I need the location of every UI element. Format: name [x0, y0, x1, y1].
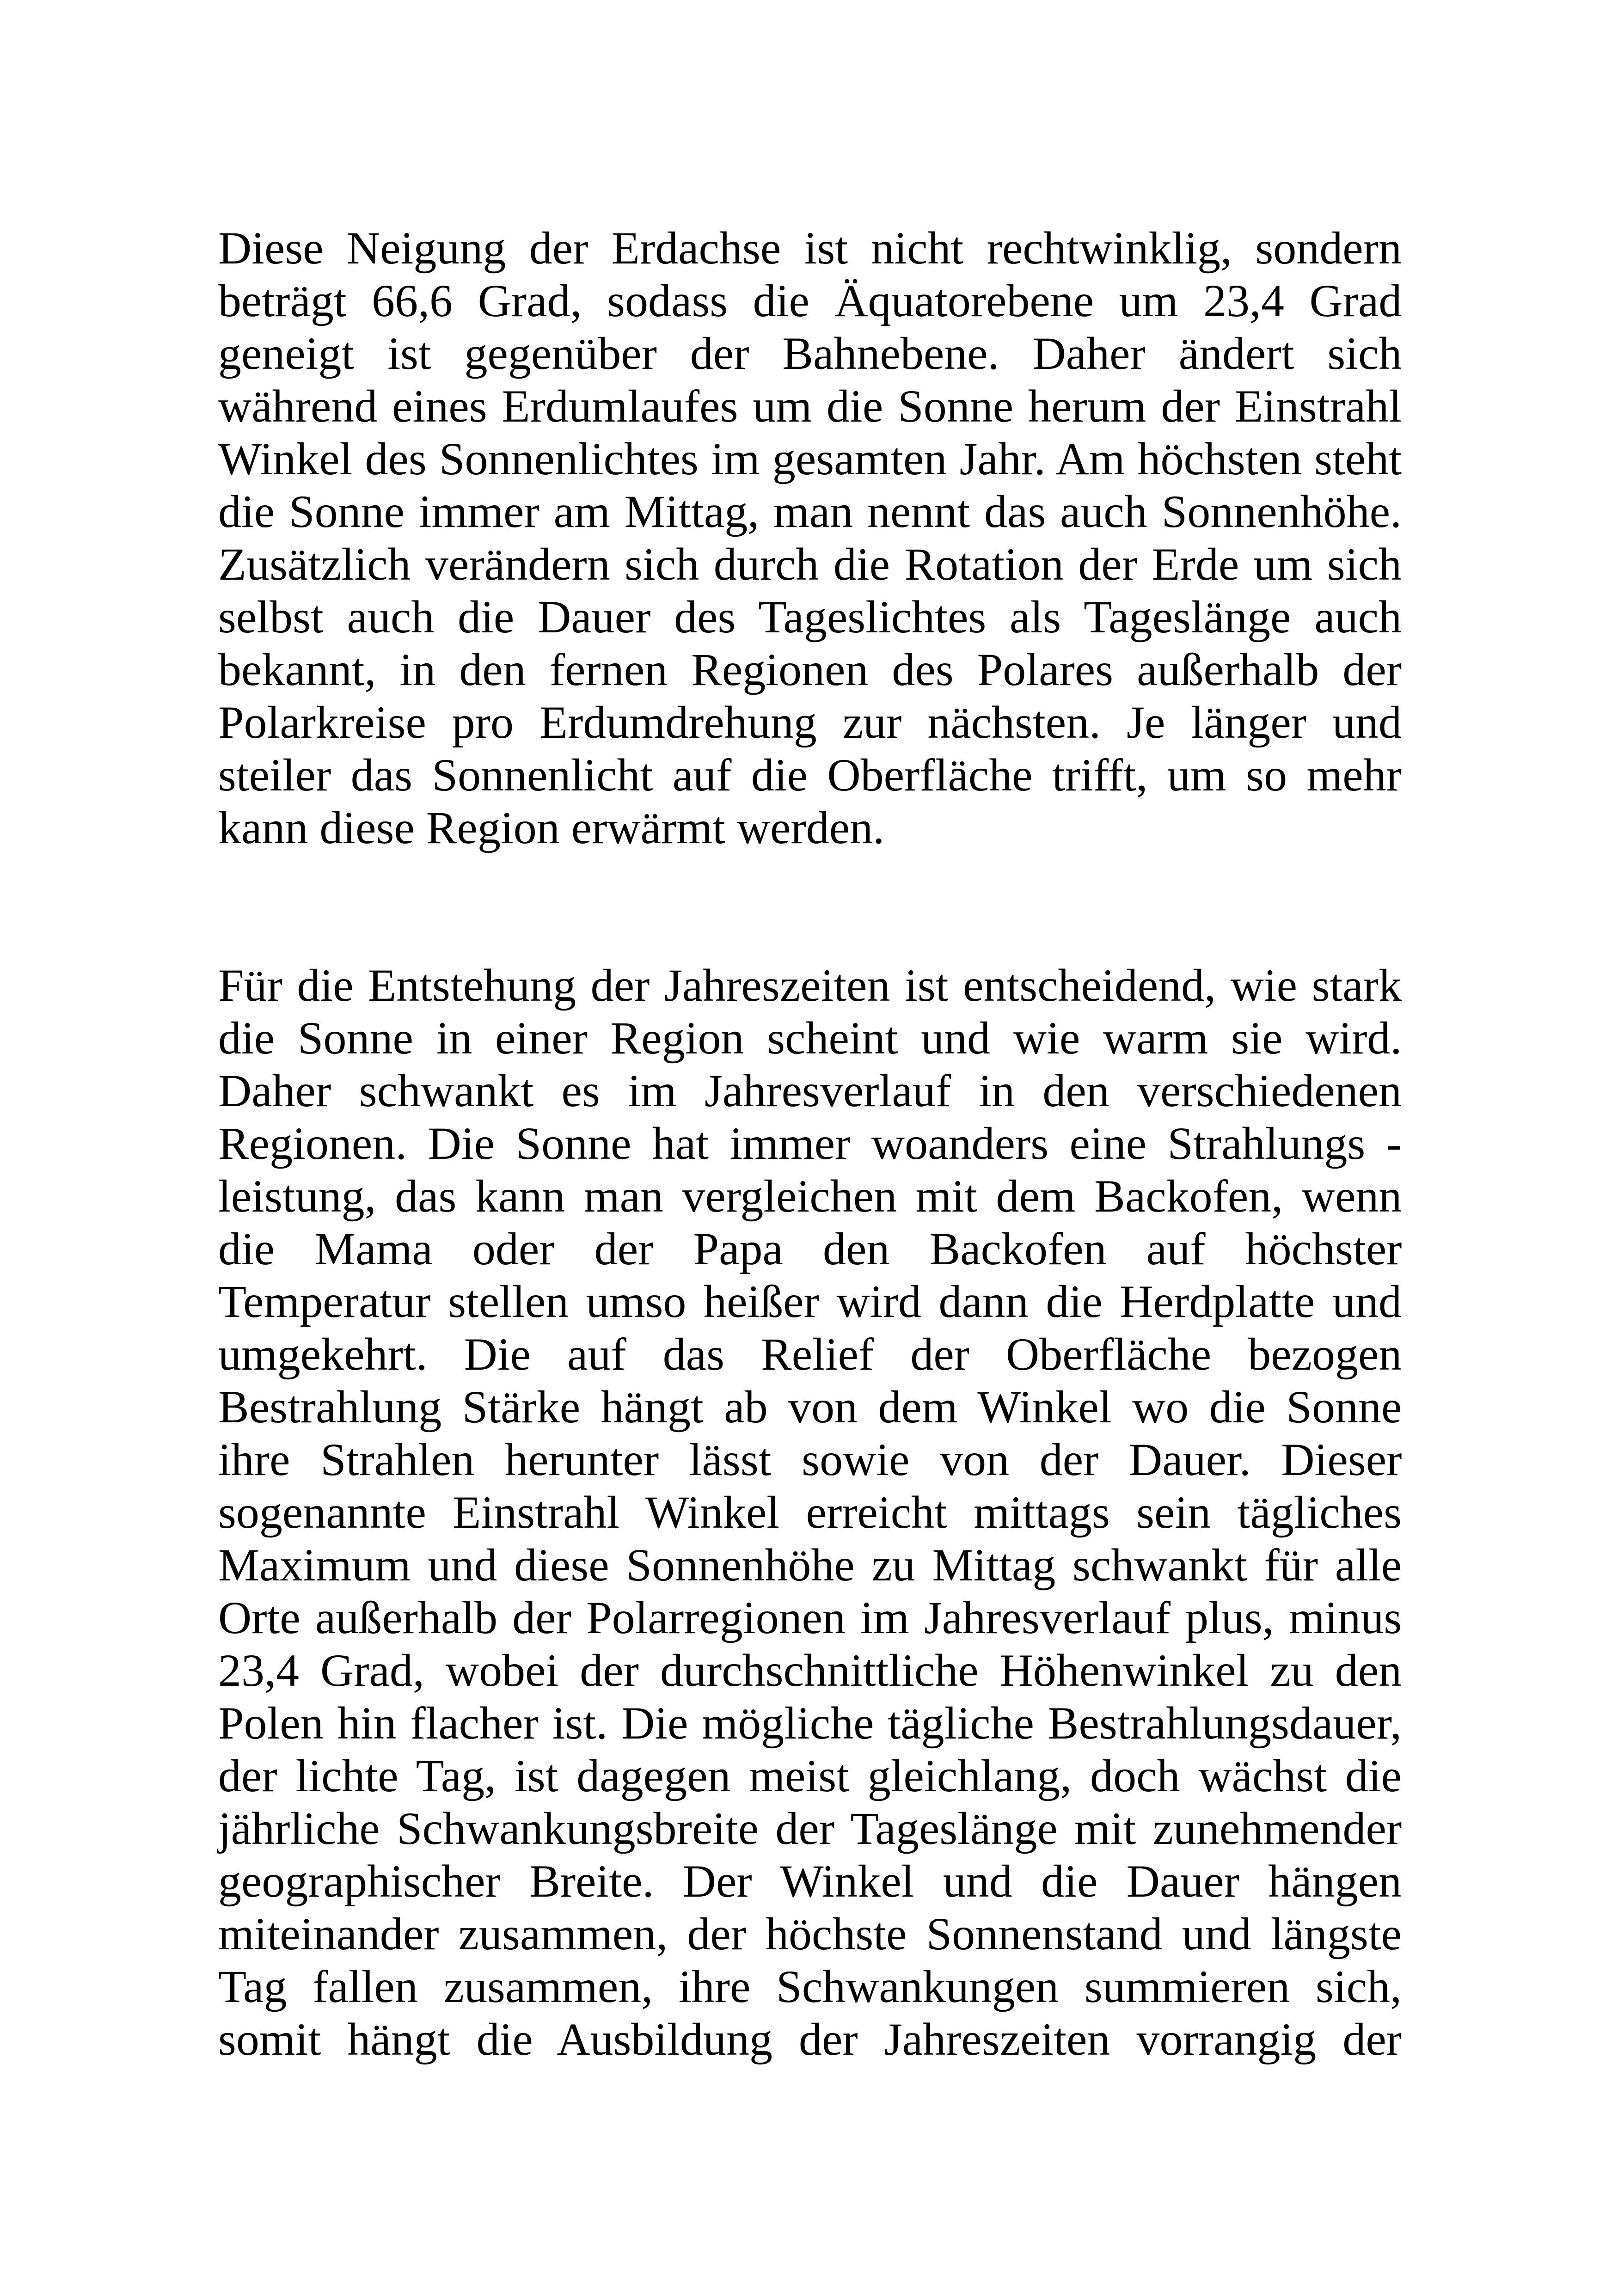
text-line: geographischer Breite. Der Winkel und die Dauer hängen — [218, 1855, 1402, 1907]
text-line: Winkel des Sonnenlichtes im gesamten Jahr. Am höchsten steht — [218, 433, 1402, 484]
text-line: beträgt 66,6 Grad, sodass die Äquatorebene um 23,4 Grad — [218, 275, 1402, 326]
text-line: 23,4 Grad, wobei der durchschnittliche Höhenwinkel zu den — [218, 1645, 1402, 1696]
text-line: leistung, das kann man vergleichen mit dem Backofen, wenn — [218, 1170, 1402, 1222]
paragraph-2 — [218, 959, 1402, 2066]
text-line: miteinander zusammen, der höchste Sonnenstand und längste — [218, 1908, 1402, 1959]
text-line: Maximum und diese Sonnenhöhe zu Mittag schwankt für alle — [218, 1539, 1402, 1591]
text-line: ihre Strahlen herunter lässt sowie von der Dauer. Dieser — [218, 1434, 1402, 1485]
paragraph-1 — [218, 222, 1402, 854]
text-line: bekannt, in den fernen Regionen des Polares außerhalb der — [218, 644, 1402, 695]
text-line: Diese Neigung der Erdachse ist nicht rechtwinklig, sondern — [218, 222, 1402, 274]
text-line: während eines Erdumlaufes um die Sonne herum der Einstrahl — [218, 380, 1402, 432]
text-line: Polen hin flacher ist. Die mögliche tägliche Bestrahlungsdauer, — [218, 1697, 1402, 1749]
text-line: Regionen. Die Sonne hat immer woanders eine Strahlungs - — [218, 1118, 1402, 1169]
text-line: sogenannte Einstrahl Winkel erreicht mittags sein tägliches — [218, 1487, 1402, 1538]
text-line: geneigt ist gegenüber der Bahnebene. Daher ändert sich — [218, 328, 1402, 379]
text-line: die Sonne in einer Region scheint und wie warm sie wird. — [218, 1012, 1402, 1064]
text-line: Bestrahlung Stärke hängt ab von dem Winkel wo die Sonne — [218, 1381, 1402, 1433]
text-line: jährliche Schwankungsbreite der Tageslänge mit zunehmender — [218, 1803, 1402, 1854]
text-line: Daher schwankt es im Jahresverlauf in den verschiedenen — [218, 1065, 1402, 1116]
text-line: Für die Entstehung der Jahreszeiten ist entscheidend, wie stark — [218, 960, 1402, 1011]
text-line: kann diese Region erwärmt werden. — [218, 802, 885, 853]
text-line: die Sonne immer am Mittag, man nennt das auch Sonnenhöhe. — [218, 486, 1402, 537]
text-line: der lichte Tag, ist dagegen meist gleichlang, doch wächst die — [218, 1750, 1402, 1801]
text-line: Tag fallen zusammen, ihre Schwankungen summieren sich, — [218, 1961, 1402, 2012]
text-line: die Mama oder der Papa den Backofen auf höchster — [218, 1223, 1402, 1274]
text-line: Orte außerhalb der Polarregionen im Jahresverlauf plus, minus — [218, 1592, 1402, 1643]
text-line: selbst auch die Dauer des Tageslichtes als Tageslänge auch — [218, 591, 1402, 643]
text-line: steiler das Sonnenlicht auf die Oberfläche trifft, um so mehr — [218, 749, 1402, 801]
text-line: somit hängt die Ausbildung der Jahreszeiten vorrangig der — [218, 2014, 1402, 2065]
text-line: Polarkreise pro Erdumdrehung zur nächsten. Je länger und — [218, 697, 1402, 748]
text-line: umgekehrt. Die auf das Relief der Oberfläche bezogen — [218, 1329, 1402, 1380]
text-line: Temperatur stellen umso heißer wird dann die Herdplatte und — [218, 1276, 1402, 1327]
text-line: Zusätzlich verändern sich durch die Rotation der Erde um sich — [218, 539, 1402, 590]
